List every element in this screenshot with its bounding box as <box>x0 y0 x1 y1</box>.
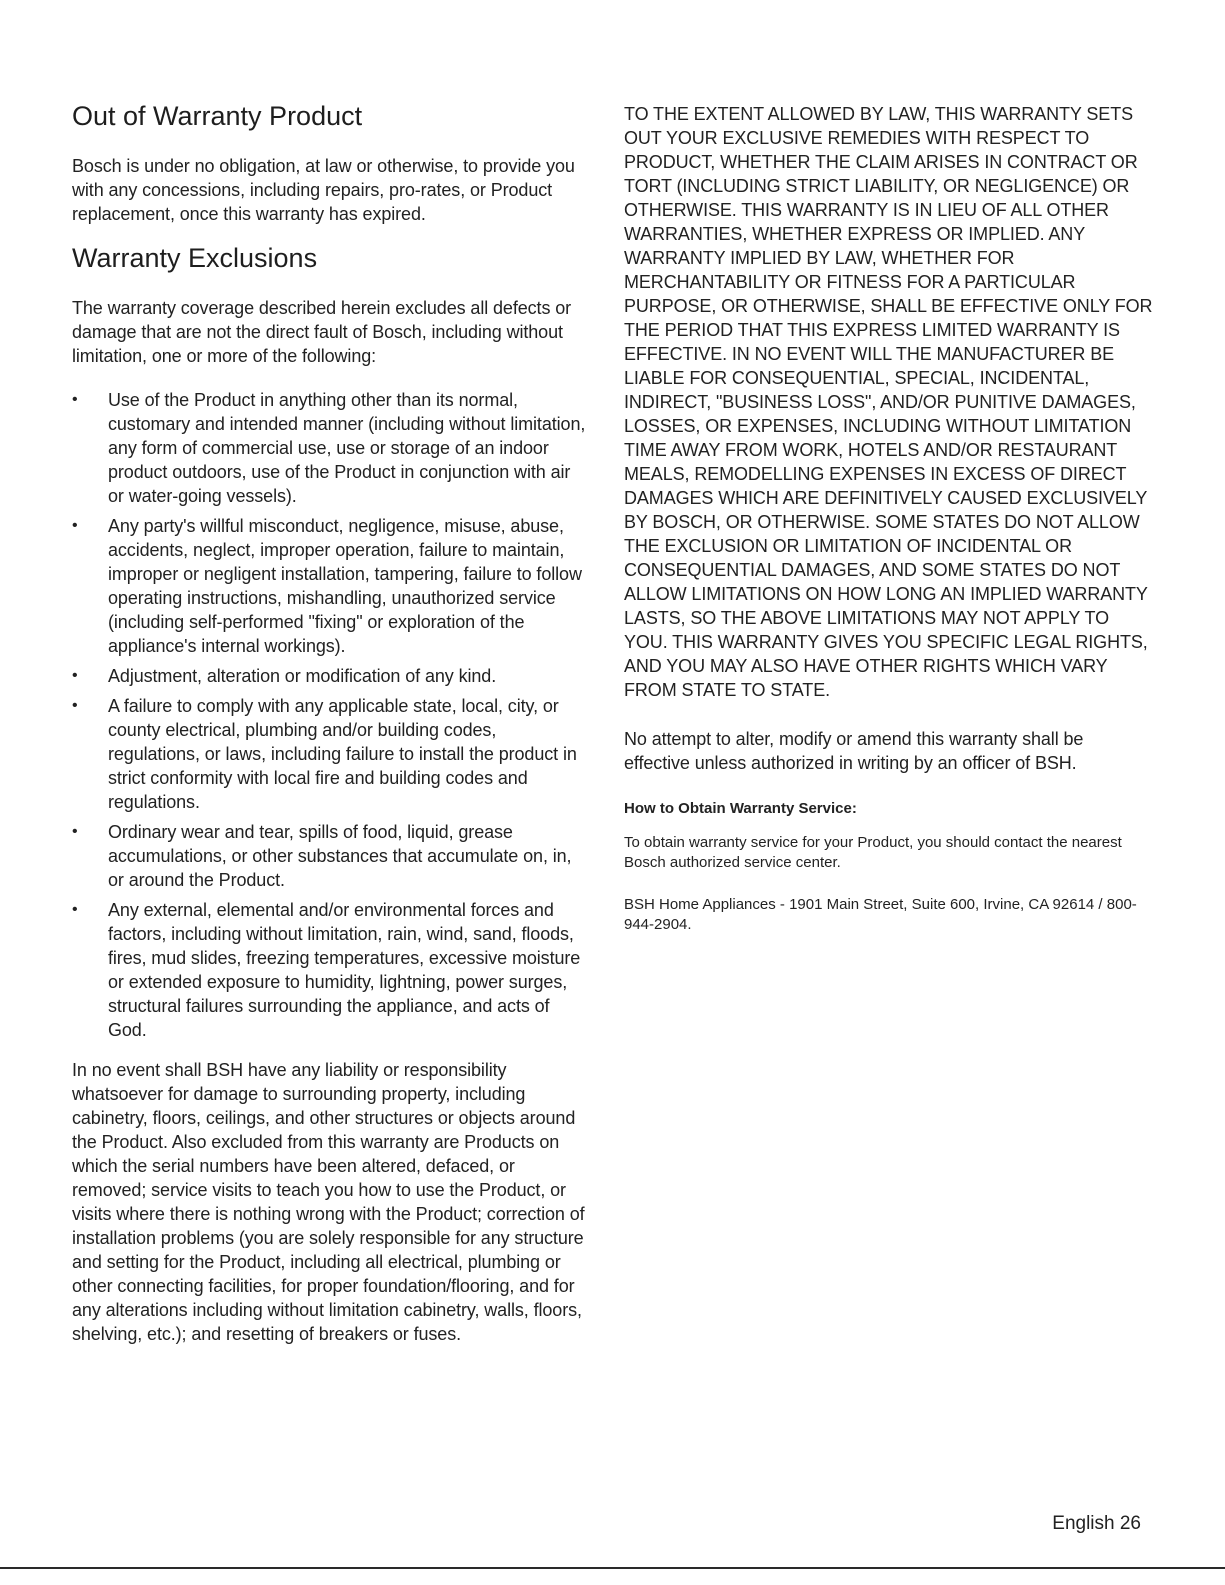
exclusion-item <box>72 898 590 1042</box>
amendment-paragraph: No attempt to alter, modify or amend this warranty shall be effective unless authorized in writing by an officer of BSH. <box>624 729 1084 773</box>
service-heading: How to Obtain Warranty Service: <box>624 800 857 817</box>
bullet-icon: • <box>72 901 78 918</box>
exclusion-text: A failure to comply with any applicable state, local, city, or county electrical, plumbing and/or building codes, regulations, or laws, including failure to install the product in strict conformity with local fire and building codes and regulations. <box>108 696 577 812</box>
left-column <box>72 96 590 1346</box>
exclusion-item <box>72 820 590 892</box>
exclusion-item <box>72 664 590 688</box>
exclusion-item <box>72 694 590 814</box>
out-of-warranty-paragraph: Bosch is under no obligation, at law or otherwise, to provide you with any concessions, including repairs, pro-rates, or Product replacement, once this warranty has expired. <box>72 156 575 224</box>
service-paragraph: To obtain warranty service for your Product, you should contact the nearest Bosch authorized service center. <box>624 834 1122 871</box>
out-of-warranty-heading: Out of Warranty Product <box>72 101 363 131</box>
bullet-icon: • <box>72 517 78 534</box>
bottom-divider <box>0 1567 1225 1569</box>
bullet-icon: • <box>72 391 78 408</box>
exclusion-item <box>72 388 590 508</box>
liability-paragraph: In no event shall BSH have any liability or responsibility whatsoever for damage to surrounding property, including cabinetry, floors, ceilings, and other structures or objects around the Product. Also excluded from this warranty are Products on which the serial numbers have been altered, defaced, or removed; service visits to teach you how to use the Product, or visits where there is nothing wrong with the Product; correction of installation problems (you are solely responsible for any structure and setting for the Product, including all electrical, plumbing or other connecting facilities, for proper foundation/flooring, and for any alterations including without limitation cabinetry, walls, floors, shelving, etc.); and resetting of breakers or fuses. <box>72 1060 585 1344</box>
exclusions-list <box>72 388 590 1042</box>
exclusion-text: Ordinary wear and tear, spills of food, liquid, grease accumulations, or other substances that accumulate on, in, or around the Product. <box>108 822 572 890</box>
exclusion-text: Any party's willful misconduct, negligence, misuse, abuse, accidents, neglect, improper operation, failure to maintain, improper or negligent installation, tampering, failure to follow operating instructions, mishandling, unauthorized service (including self-performed "fixing" or exploration of the appliance's internal workings). <box>108 516 582 656</box>
exclusion-text: Any external, elemental and/or environmental forces and factors, including without limitation, rain, wind, sand, floods, fires, mud slides, freezing temperatures, excessive moisture or extended exposure to humidity, lightning, power surges, structural failures surrounding the appliance, and acts of God. <box>108 900 581 1040</box>
exclusion-text: Adjustment, alteration or modification of any kind. <box>108 666 497 686</box>
bullet-icon: • <box>72 697 78 714</box>
warranty-exclusions-heading: Warranty Exclusions <box>72 243 318 273</box>
exclusion-text: Use of the Product in anything other than its normal, customary and intended manner (including without limitation, any form of commercial use, use or storage of an indoor product outdoors, use of the Product in conjunction with air or water-going vessels). <box>108 390 586 506</box>
exclusion-item <box>72 514 590 658</box>
right-column <box>624 102 1154 935</box>
page-number: English 26 <box>1052 1513 1141 1534</box>
exclusions-intro-paragraph: The warranty coverage described herein excludes all defects or damage that are not the direct fault of Bosch, including without limitation, one or more of the following: <box>72 298 572 366</box>
bullet-icon: • <box>72 823 78 840</box>
legal-disclaimer-paragraph: TO THE EXTENT ALLOWED BY LAW, THIS WARRANTY SETS OUT YOUR EXCLUSIVE REMEDIES WITH RESPECT TO PRODUCT, WHETHER THE CLAIM ARISES IN CONTRACT OR TORT (INCLUDING STRICT LIABILITY, OR NEGLIGENCE) OR OTHERWISE. THIS WARRANTY IS IN LIEU OF ALL OTHER WARRANTIES, WHETHER EXPRESS OR IMPLIED. ANY WARRANTY IMPLIED BY LAW, WHETHER FOR MERCHANTABILITY OR FITNESS FOR A PARTICULAR PURPOSE, OR OTHERWISE, SHALL BE EFFECTIVE ONLY FOR THE PERIOD THAT THIS EXPRESS LIMITED WARRANTY IS EFFECTIVE. IN NO EVENT WILL THE MANUFACTURER BE LIABLE FOR CONSEQUENTIAL, SPECIAL, INCIDENTAL, INDIRECT, "BUSINESS LOSS", AND/OR PUNITIVE DAMAGES, LOSSES, OR EXPENSES, INCLUDING WITHOUT LIMITATION TIME AWAY FROM WORK, HOTELS AND/OR RESTAURANT MEALS, REMODELLING EXPENSES IN EXCESS OF DIRECT DAMAGES WHICH ARE DEFINITIVELY CAUSED EXCLUSIVELY BY BOSCH, OR OTHERWISE. SOME STATES DO NOT ALLOW THE EXCLUSION OR LIMITATION OF INCIDENTAL OR CONSEQUENTIAL DAMAGES, AND SOME STATES DO NOT ALLOW LIMITATIONS ON HOW LONG AN IMPLIED WARRANTY LASTS, SO THE ABOVE LIMITATIONS MAY NOT APPLY TO YOU. THIS WARRANTY GIVES YOU SPECIFIC LEGAL RIGHTS, AND YOU MAY ALSO HAVE OTHER RIGHTS WHICH VARY FROM STATE TO STATE. <box>624 104 1153 700</box>
address-paragraph: BSH Home Appliances - 1901 Main Street, Suite 600, Irvine, CA 92614 / 800-944-2904. <box>624 896 1137 933</box>
bullet-icon: • <box>72 667 78 684</box>
